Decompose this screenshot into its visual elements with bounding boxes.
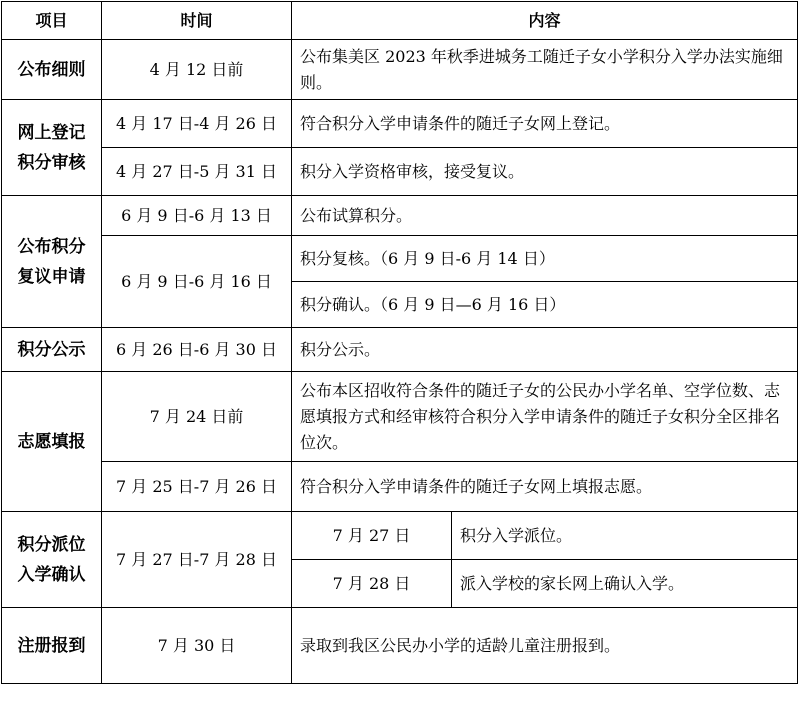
row-time: 7 月 25 日-7 月 26 日: [102, 462, 292, 512]
row-content: 积分入学资格审核，接受复议。: [292, 148, 798, 196]
row-time: 4 月 17 日-4 月 26 日: [102, 100, 292, 148]
table-row: [2, 236, 798, 282]
row-content: 录取到我区公民办小学的适龄儿童注册报到。: [292, 608, 798, 684]
schedule-table: [1, 1, 798, 684]
table-row: [2, 148, 798, 196]
row-time: 7 月 27 日-7 月 28 日: [102, 512, 292, 608]
row-content: 符合积分入学申请条件的随迁子女网上登记。: [292, 100, 798, 148]
row-item: 积分公示: [2, 328, 102, 372]
table-row: [2, 40, 798, 100]
row-time: 6 月 9 日-6 月 16 日: [102, 236, 292, 328]
row-sub-date: 7 月 28 日: [292, 560, 452, 608]
header-time: 时间: [102, 2, 292, 40]
row-content: 派入学校的家长网上确认入学。: [452, 560, 798, 608]
table-row: [2, 100, 798, 148]
table-row: [2, 462, 798, 512]
header-row: [2, 2, 798, 40]
row-item: 积分派位入学确认: [2, 512, 102, 608]
row-content: 符合积分入学申请条件的随迁子女网上填报志愿。: [292, 462, 798, 512]
table-row: [2, 196, 798, 236]
row-time: 7 月 30 日: [102, 608, 292, 684]
row-time: 4 月 27 日-5 月 31 日: [102, 148, 292, 196]
row-time: 6 月 9 日-6 月 13 日: [102, 196, 292, 236]
row-time: 7 月 24 日前: [102, 372, 292, 462]
row-item: 志愿填报: [2, 372, 102, 512]
row-time: 6 月 26 日-6 月 30 日: [102, 328, 292, 372]
table-row: [2, 328, 798, 372]
header-item: 项目: [2, 2, 102, 40]
header-content: 内容: [292, 2, 798, 40]
table-row: [2, 608, 798, 684]
row-content: 积分入学派位。: [452, 512, 798, 560]
row-item: 公布积分复议申请: [2, 196, 102, 328]
row-content: 公布试算积分。: [292, 196, 798, 236]
table-row: [2, 372, 798, 462]
row-content: 公布集美区 2023 年秋季进城务工随迁子女小学积分入学办法实施细则。: [292, 40, 798, 100]
row-content: 积分确认。（6 月 9 日—6 月 16 日）: [292, 282, 798, 328]
row-time: 4 月 12 日前: [102, 40, 292, 100]
row-item: 网上登记积分审核: [2, 100, 102, 196]
row-item: 公布细则: [2, 40, 102, 100]
row-content: 积分复核。（6 月 9 日-6 月 14 日）: [292, 236, 798, 282]
row-sub-date: 7 月 27 日: [292, 512, 452, 560]
row-content: 积分公示。: [292, 328, 798, 372]
row-item: 注册报到: [2, 608, 102, 684]
table-row: [2, 512, 798, 560]
row-content: 公布本区招收符合条件的随迁子女的公民办小学名单、空学位数、志愿填报方式和经审核符合积分入学申请条件的随迁子女积分全区排名位次。: [292, 372, 798, 462]
